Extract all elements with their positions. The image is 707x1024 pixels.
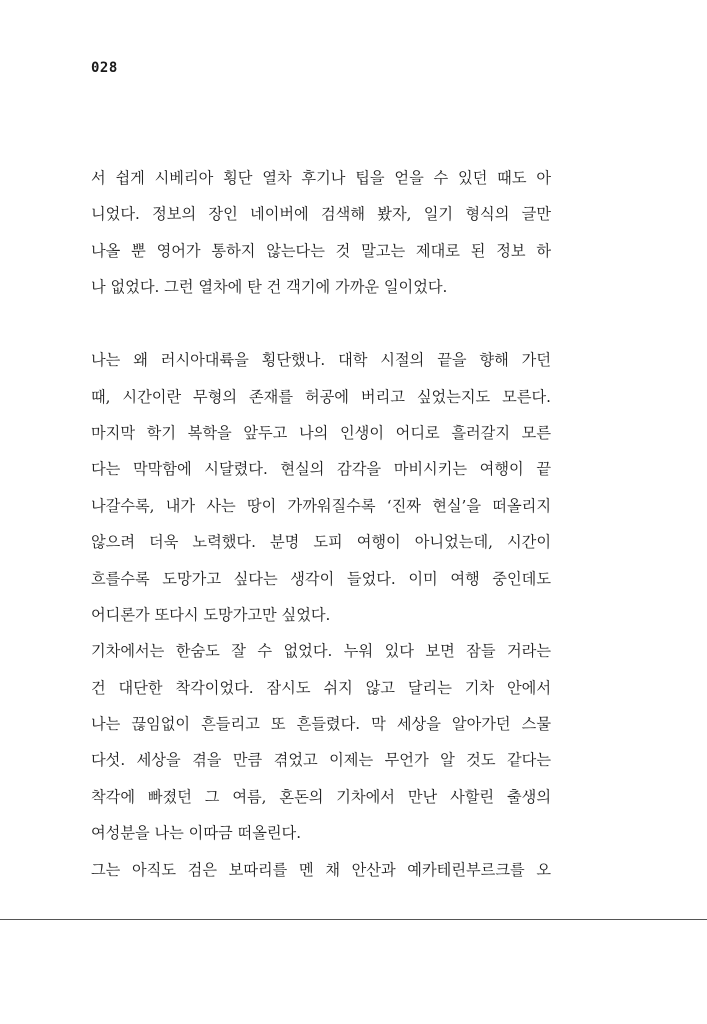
text-line: 그는 아직도 검은 보따리를 멘 채 안산과 예카테린부르크를 오 xyxy=(91,860,551,879)
text-line: 건 대단한 착각이었다. 잠시도 쉬지 않고 달리는 기차 안에서 xyxy=(91,678,551,697)
text-line: 않으려 더욱 노력했다. 분명 도피 여행이 아니었는데, 시간이 xyxy=(91,533,551,552)
text-line: 어디론가 또다시 도망가고만 싶었다. xyxy=(91,605,331,624)
text-line: 다는 막막함에 시달렸다. 현실의 감각을 마비시키는 여행이 끝 xyxy=(91,460,551,479)
paragraph xyxy=(91,160,551,306)
text-line: 나는 왜 러시아대륙을 횡단했나. 대학 시절의 끝을 향해 가던 xyxy=(91,351,551,370)
paragraph xyxy=(91,633,551,851)
text-line: 니었다. 정보의 장인 네이버에 검색해 봤자, 일기 형식의 글만 xyxy=(91,205,551,224)
text-line: 기차에서는 한숨도 잘 수 없었다. 누워 있다 보면 잠들 거라는 xyxy=(91,642,551,661)
text-line: 서 쉽게 시베리아 횡단 열차 후기나 팁을 얻을 수 있던 때도 아 xyxy=(91,169,551,187)
text-line: 마지막 학기 복학을 앞두고 나의 인생이 어디로 흘러갈지 모른 xyxy=(91,423,551,442)
text-line: 나갈수록, 내가 사는 땅이 가까워질수록 ‘진짜 현실’을 떠올리지 xyxy=(91,496,551,515)
text-line: 흐를수록 도망가고 싶다는 생각이 들었다. 이미 여행 중인데도 xyxy=(91,569,551,588)
paragraph xyxy=(91,342,551,633)
text-line: 때, 시간이란 무형의 존재를 허공에 버리고 싶었는지도 모른다. xyxy=(91,387,551,406)
bottom-divider xyxy=(0,919,707,920)
paragraph xyxy=(91,852,551,888)
text-line: 여성분을 나는 이따금 떠올린다. xyxy=(91,824,302,843)
body-text xyxy=(91,160,551,888)
text-line: 다섯. 세상을 겪을 만큼 겪었고 이제는 무언가 알 것도 같다는 xyxy=(91,751,551,770)
text-line: 나는 끊임없이 흔들리고 또 흔들렸다. 막 세상을 알아가던 스물 xyxy=(91,715,551,734)
page-number: 028 xyxy=(91,60,118,76)
text-line: 나올 뿐 영어가 통하지 않는다는 것 말고는 제대로 된 정보 하 xyxy=(91,241,551,260)
paragraph-spacer xyxy=(91,306,551,343)
text-line: 나 없었다. 그런 열차에 탄 건 객기에 가까운 일이었다. xyxy=(91,278,448,297)
text-line: 착각에 빠졌던 그 여름, 혼돈의 기차에서 만난 사할린 출생의 xyxy=(91,787,551,806)
